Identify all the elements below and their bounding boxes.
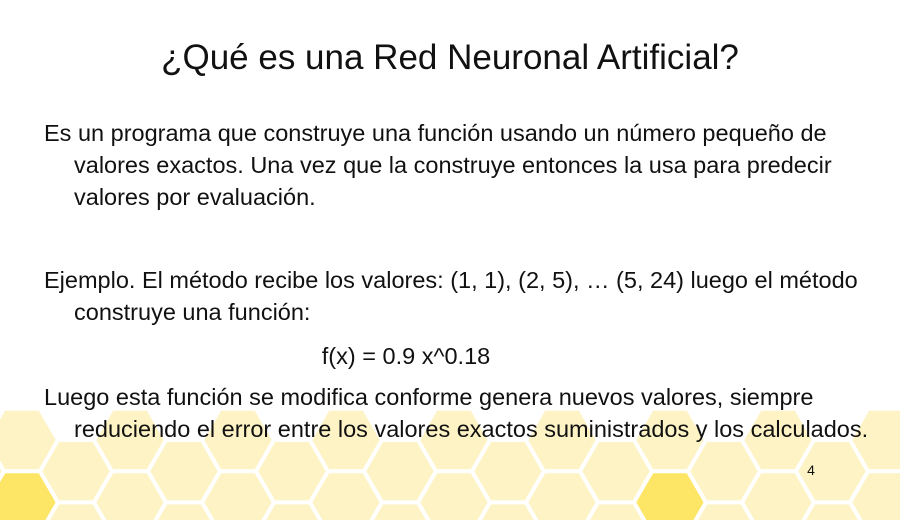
example-paragraph: Ejemplo. El método recibe los valores: (1, 1), (2, 5), … (5, 24) luego el método construye una función: bbox=[44, 267, 858, 325]
definition-paragraph: Es un programa que construye una función usando un número pequeño de valores exactos. Una vez que la construye entonces la usa para predecir valores por evaluación. bbox=[44, 120, 832, 210]
update-paragraph: Luego esta función se modifica conforme genera nuevos valores, siempre reduciendo el error entre los valores exactos suministrados y los calculados. bbox=[44, 384, 869, 442]
formula: f(x) = 0.9 x^0.18 bbox=[321, 343, 491, 369]
page-number: 4 bbox=[807, 462, 815, 478]
slide-title: ¿Qué es una Red Neuronal Artificial? bbox=[161, 38, 739, 77]
